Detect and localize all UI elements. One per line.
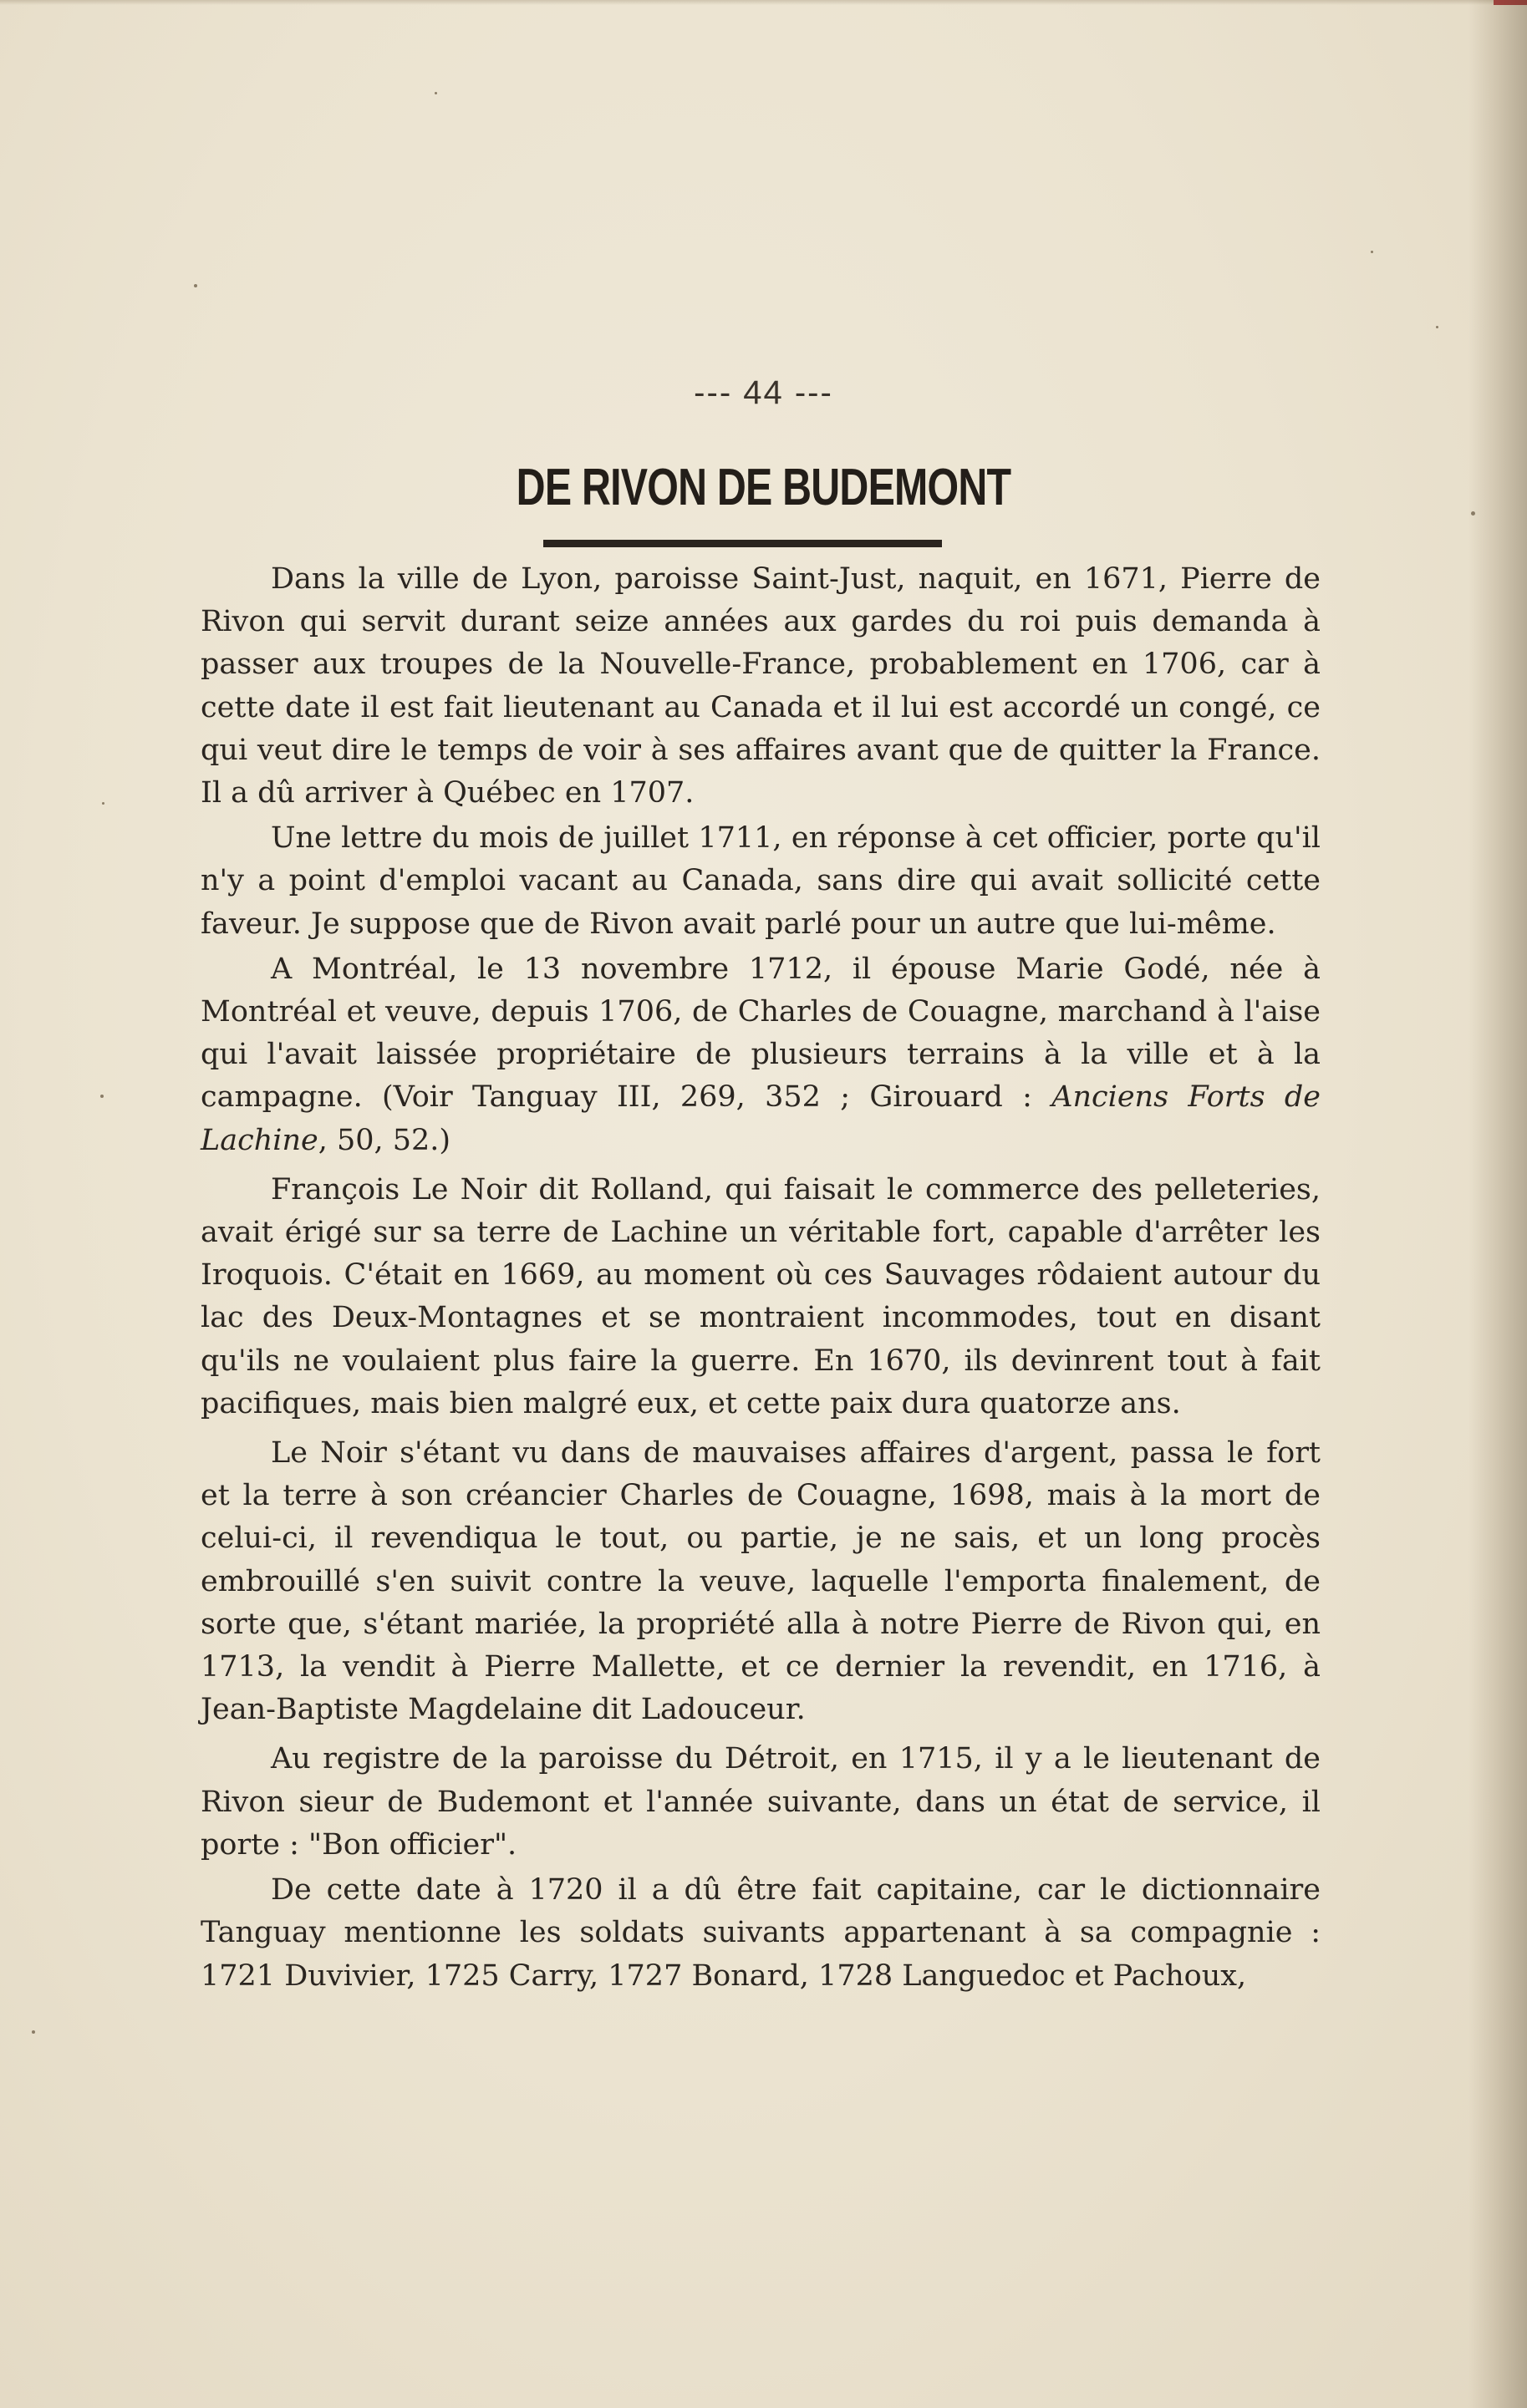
page-title: DE RIVON DE BUDEMONT	[516, 459, 1011, 516]
paragraph: Le Noir s'étant vu dans de mauvaises affaires d'argent, passa le fort et la terre à son créancier Charles de Couagne, 1698, mais à la mort de celui-ci, il revendiqua le tout, ou partie, je ne sais, et un long procès embrouillé s'en suivit contre la veuve, laquelle l'emporta finalement, de sorte que, s'étant mariée, la propriété alla à notre Pierre de Rivon qui, en 1713, la vendit à Pierre Mallette, et ce dernier la revendit, en 1716, à Jean-Baptiste Magdelaine dit Ladouceur.	[201, 1436, 1321, 1727]
book-title: Anciens Forts de Lachine	[201, 1080, 1321, 1157]
paragraph: De cette date à 1720 il a dû être fait capitaine, car le dictionnaire Tanguay mentionne les soldats suivants appartenant à sa compagnie : 1721 Duvivier, 1725 Carry, 1727 Bonard, 1728 Languedoc et Pachoux,	[201, 1873, 1321, 1993]
title-underline	[543, 540, 942, 547]
gutter-shadow	[1468, 0, 1527, 2408]
article-body	[201, 558, 1321, 2000]
page-top-edge	[0, 0, 1527, 5]
paragraph: François Le Noir dit Rolland, qui faisait le commerce des pelleteries, avait érigé sur sa terre de Lachine un véritable fort, capable d'arrêter les Iroquois. C'était en 1669, au moment où ces Sauvages rôdaient autour du lac des Deux-Montagnes et se montraient incommodes, tout en disant qu'ils ne voulaient plus faire la guerre. En 1670, ils devinrent tout à fait pacifiques, mais bien malgré eux, et cette paix dura quatorze ans.	[201, 1172, 1321, 1420]
paragraph: A Montréal, le 13 novembre 1712, il épouse Marie Godé, née à Montréal et veuve, depuis 1706, de Charles de Couagne, marchand à l'aise qui l'avait laissée propriétaire de plusieurs terrains à la ville et à la campagne. (Voir Tanguay III, 269, 352 ; Girouard : Anciens Forts de Lachine, 50, 52.)	[201, 952, 1321, 1157]
paragraph: Au registre de la paroisse du Détroit, en 1715, il y a le lieutenant de Rivon sieur de Budemont et l'année suivante, dans un état de service, il porte : "Bon officier".	[201, 1742, 1321, 1862]
paragraph: Une lettre du mois de juillet 1711, en réponse à cet officier, porte qu'il n'y a point d'emploi vacant au Canada, sans dire qui avait sollicité cette faveur. Je suppose que de Rivon avait parlé pour un autre que lui-même.	[201, 821, 1321, 941]
page-number: --- 44 ---	[694, 374, 833, 411]
paragraph: Dans la ville de Lyon, paroisse Saint-Just, naquit, en 1671, Pierre de Rivon qui servit durant seize années aux gardes du roi puis demanda à passer aux troupes de la Nouvelle-France, probablement en 1706, car à cette date il est fait lieutenant au Canada et il lui est accordé un congé, ce qui veut dire le temps de voir à ses affaires avant que de quitter la France. Il a dû arriver à Québec en 1707.	[201, 562, 1321, 810]
